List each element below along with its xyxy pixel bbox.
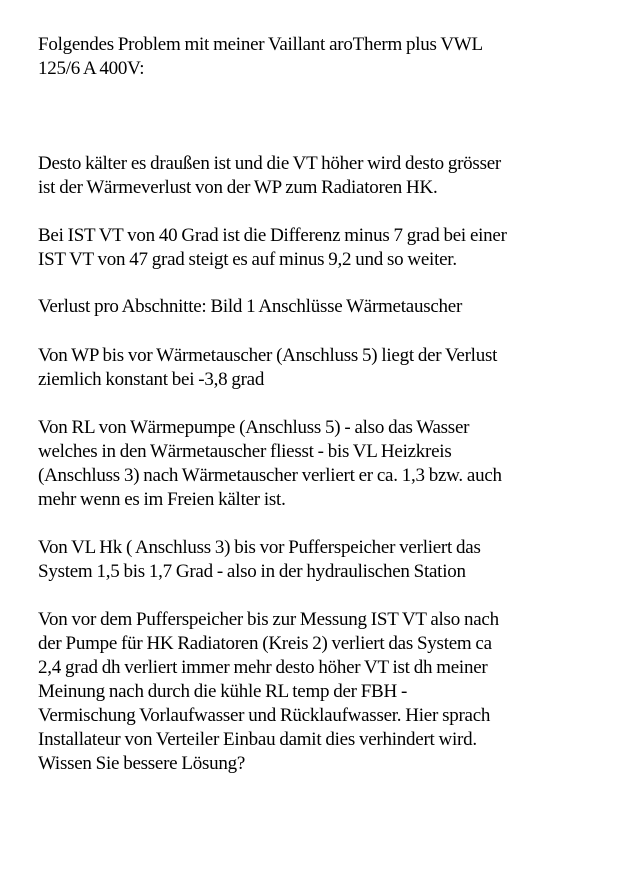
paragraph-line: Wissen Sie bessere Lösung? <box>38 753 246 774</box>
paragraph-line: Meinung nach durch die kühle RL temp der FBH - <box>38 681 408 702</box>
paragraph-line: Desto kälter es draußen ist und die VT höher wird desto grösser <box>38 153 501 174</box>
paragraph-line: ist der Wärmeverlust von der WP zum Radiatoren HK. <box>38 177 438 198</box>
paragraph-line: 2,4 grad dh verliert immer mehr desto höher VT ist dh meiner <box>38 657 488 678</box>
paragraph-line: Von vor dem Pufferspeicher bis zur Messung IST VT also nach <box>38 609 499 630</box>
paragraph-line: mehr wenn es im Freien kälter ist. <box>38 489 286 510</box>
document-heading <box>38 33 598 81</box>
paragraph-heat-loss-intro <box>38 152 598 200</box>
heading-line: 125/6 A 400V: <box>38 58 145 79</box>
paragraph-line: Verlust pro Abschnitte: Bild 1 Anschlüsse Wärmetauscher <box>38 296 463 317</box>
paragraph-temperature-difference <box>38 224 598 272</box>
paragraph-line: der Pumpe für HK Radiatoren (Kreis 2) verliert das System ca <box>38 633 492 654</box>
paragraph-line: Von WP bis vor Wärmetauscher (Anschluss 5) liegt der Verlust <box>38 345 498 366</box>
paragraph-line: Bei IST VT von 40 Grad ist die Differenz minus 7 grad bei einer <box>38 225 507 246</box>
paragraph-line: welches in den Wärmetauscher fliesst - bis VL Heizkreis <box>38 441 452 462</box>
paragraph-line: Installateur von Verteiler Einbau damit dies verhindert wird. <box>38 729 477 750</box>
paragraph-wp-to-heat-exchanger <box>38 344 598 392</box>
paragraph-line: IST VT von 47 grad steigt es auf minus 9,2 und so weiter. <box>38 249 457 270</box>
paragraph-line: Vermischung Vorlaufwasser und Rücklaufwasser. Hier sprach <box>38 705 491 726</box>
heading-line: Folgendes Problem mit meiner Vaillant aroTherm plus VWL <box>38 34 483 55</box>
paragraph-line: System 1,5 bis 1,7 Grad - also in der hydraulischen Station <box>38 561 466 582</box>
paragraph-line: Von RL von Wärmepumpe (Anschluss 5) - also das Wasser <box>38 417 470 438</box>
paragraph-line: (Anschluss 3) nach Wärmetauscher verliert er ca. 1,3 bzw. auch <box>38 465 502 486</box>
paragraph-loss-per-section <box>38 295 598 319</box>
paragraph-rl-heat-pump <box>38 416 598 512</box>
paragraph-line: Von VL Hk ( Anschluss 3) bis vor Pufferspeicher verliert das <box>38 537 481 558</box>
paragraph-vl-hk-to-buffer <box>38 536 598 584</box>
paragraph-line: ziemlich konstant bei -3,8 grad <box>38 369 265 390</box>
paragraph-buffer-to-measurement <box>38 608 598 776</box>
